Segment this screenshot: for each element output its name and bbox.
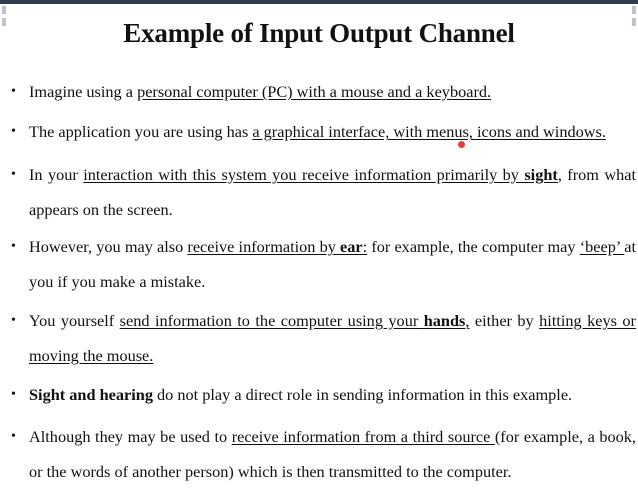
- bullet-text-run: However, you may also: [29, 237, 188, 256]
- corner-mark: [632, 6, 636, 14]
- bullet-text-run: for example, the computer may: [367, 237, 580, 256]
- bullet-text-run: ear: [340, 237, 363, 256]
- corner-mark: [2, 6, 6, 14]
- bullet-text-run: receive information from a third source: [231, 427, 495, 446]
- slide-title: Example of Input Output Channel: [123, 18, 515, 48]
- bullet-text-run: a graphical interface, with menus, icons and windows.: [252, 122, 606, 141]
- bullet-text-run: send information to the computer using your: [119, 311, 424, 330]
- bullet-text-run: either by: [469, 311, 540, 330]
- bullet-text-run: hitting keys or moving the mouse.: [29, 311, 636, 365]
- bullet-text-run: personal computer (PC) with a mouse and a keyboard.: [137, 82, 492, 101]
- bullet-item: [29, 303, 636, 373]
- bullet-text-run: The application you are using has: [29, 122, 253, 141]
- bullet-text-run: :: [362, 237, 368, 256]
- bullet-text-run: , from what appears on the screen.: [29, 165, 637, 219]
- bullet-text-run: hands: [423, 311, 466, 330]
- bullet-item: [29, 229, 636, 299]
- bullet-text-run: In your: [29, 165, 84, 184]
- bullet-text-run: receive information by: [187, 237, 341, 256]
- bullet-text-run: sight: [524, 165, 558, 184]
- bullet-item: [29, 157, 636, 227]
- bullet-item: [29, 114, 636, 149]
- bullet-text-run: interaction with this system you receive information primarily by: [83, 165, 525, 184]
- bullet-text-run: Imagine using a: [29, 82, 138, 101]
- bullet-text-run: Sight and hearing: [29, 385, 153, 404]
- bullet-text-run: (for example, a book, or the words of another person) which is then transmitted to the computer.: [29, 427, 636, 481]
- bullet-text-run: You yourself: [29, 311, 120, 330]
- bullet-text-run: do not play a direct role in sending information in this example.: [152, 385, 573, 404]
- bullet-text-run: at you if you make a mistake.: [29, 237, 636, 291]
- bullet-item: [29, 74, 636, 109]
- bullet-item: [29, 377, 636, 412]
- bullet-text-run: Although they may be used to: [29, 427, 232, 446]
- bullet-text-run: ,: [465, 311, 470, 330]
- bullet-text-run: ‘beep’: [579, 237, 625, 256]
- bullet-item: [29, 419, 636, 489]
- pointer-dot: [458, 141, 465, 148]
- top-border-bar: [0, 0, 638, 4]
